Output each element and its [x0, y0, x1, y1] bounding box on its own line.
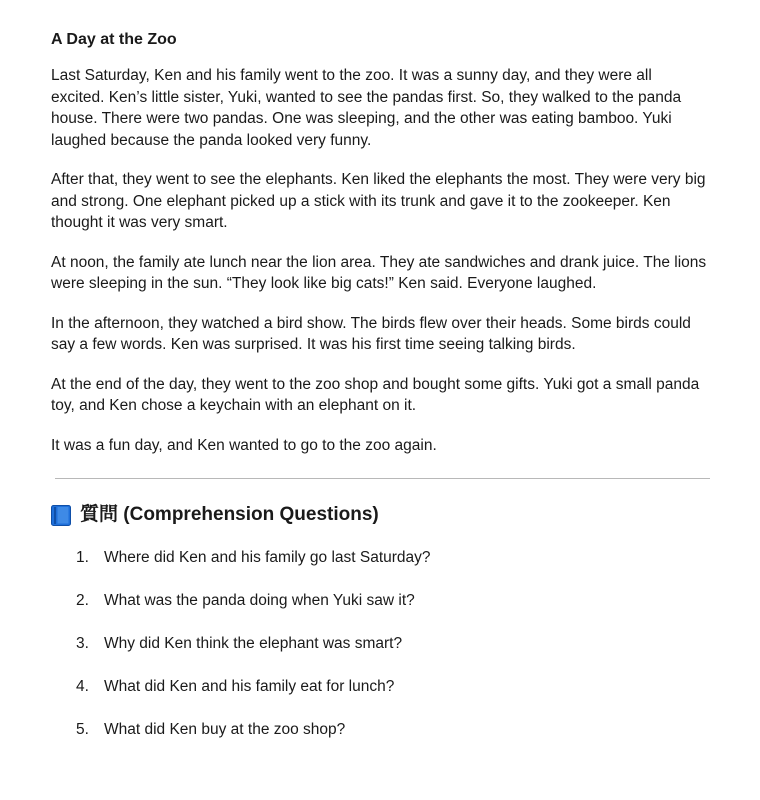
story-paragraph: At the end of the day, they went to the zoo shop and bought some gifts. Yuki got a small panda toy, and Ken chose a keychain with an elephant on it.	[51, 375, 700, 414]
story-paragraph: In the afternoon, they watched a bird show. The birds flew over their heads. Some birds could say a few words. Ken was surprised. It was his first time seeing talking birds.	[51, 314, 691, 353]
question-item	[76, 633, 708, 654]
question-text: Where did Ken and his family go last Saturday?	[104, 549, 431, 566]
question-item	[76, 590, 708, 611]
question-number: 1.	[76, 549, 89, 566]
question-text: What was the panda doing when Yuki saw it?	[104, 592, 415, 609]
question-item	[76, 547, 708, 568]
question-number: 3.	[76, 635, 89, 652]
blue-book-icon	[51, 505, 71, 526]
question-text: What did Ken buy at the zoo shop?	[104, 721, 346, 738]
question-item	[76, 676, 708, 697]
story-paragraph: Last Saturday, Ken and his family went to the zoo. It was a sunny day, and they were all excited. Ken’s little sister, Yuki, wanted to see the pandas first. So, they walked to the panda house. There were two pandas. One was sleeping, and the other was eating bamboo. Yuki laughed because the panda looked very funny.	[51, 67, 682, 149]
questions-heading	[51, 503, 708, 527]
question-text: Why did Ken think the elephant was smart?	[104, 635, 403, 652]
question-number: 5.	[76, 721, 89, 738]
story-paragraph: It was a fun day, and Ken wanted to go to the zoo again.	[51, 436, 437, 454]
story-body	[51, 65, 708, 456]
questions-heading-text: 質問 (Comprehension Questions)	[80, 504, 379, 525]
question-item	[76, 719, 708, 740]
story-paragraph: At noon, the family ate lunch near the lion area. They ate sandwiches and drank juice. The lions were sleeping in the sun. “They look like big cats!” Ken said. Everyone laughed.	[51, 253, 707, 292]
section-divider	[55, 478, 710, 479]
question-text: What did Ken and his family eat for lunch?	[104, 678, 395, 695]
story-title: A Day at the Zoo	[51, 31, 177, 48]
question-number: 4.	[76, 678, 89, 695]
story-paragraph: After that, they went to see the elephants. Ken liked the elephants the most. They were very big and strong. One elephant picked up a stick with its trunk and gave it to the zookeeper. Ken thought it was very smart.	[51, 171, 706, 231]
questions-list	[51, 547, 708, 740]
question-number: 2.	[76, 592, 89, 609]
